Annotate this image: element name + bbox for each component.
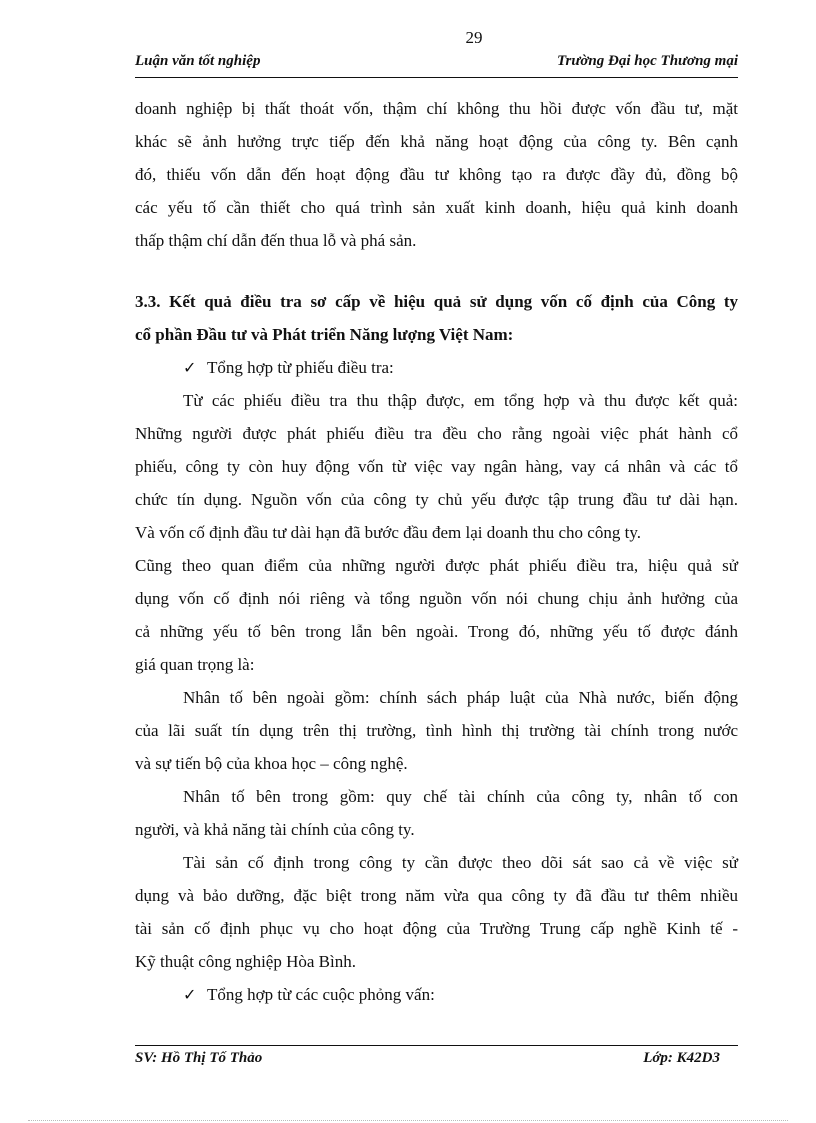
bullet-text: Tổng hợp từ phiếu điều tra:	[207, 358, 394, 377]
text-line: Nhân tố bên trong gồm: quy chế tài chính của công ty, nhân tố con	[183, 787, 738, 806]
text-line: Cũng theo quan điểm của những người được phát phiếu điều tra, hiệu quả sử	[135, 556, 738, 575]
text-line: của lãi suất tín dụng trên thị trường, tình hình thị trường tài chính trong nước	[135, 721, 738, 740]
footer-class-code: Lớp: K42D3	[643, 1050, 720, 1066]
paragraph-fixed-assets	[135, 846, 738, 978]
paragraph-survey-results	[135, 384, 738, 681]
section-heading	[135, 285, 738, 351]
text-line: tài sản cố định phục vụ cho hoạt động của Trường Trung cấp nghề Kinh tế -	[135, 919, 738, 938]
heading-line: cổ phần Đầu tư và Phát triển Năng lượng Việt Nam:	[135, 325, 514, 344]
text-line: Từ các phiếu điều tra thu thập được, em tổng hợp và thu được kết quả:	[183, 391, 738, 410]
check-icon: ✓	[183, 360, 197, 377]
header-university-label: Trường Đại học Thương mại	[556, 53, 738, 69]
check-icon: ✓	[183, 987, 197, 1004]
document-body	[135, 92, 738, 1011]
text-line: chức tín dụng. Nguồn vốn của công ty chủ yếu được tập trung đầu tư dài hạn.	[135, 490, 738, 509]
paragraph-external-factors	[135, 681, 738, 780]
paragraph-capital-loss	[135, 92, 738, 257]
text-line: Tài sản cố định trong công ty cần được theo dõi sát sao cả về việc sử	[183, 853, 738, 872]
text-line: người, và khả năng tài chính của công ty.	[135, 820, 415, 839]
text-line: và sự tiến bộ của khoa học – công nghệ.	[135, 754, 408, 773]
footer-student-name: SV: Hồ Thị Tố Thảo	[135, 1050, 263, 1066]
text-line: doanh nghiệp bị thất thoát vốn, thậm chí không thu hồi được vốn đầu tư, mặt	[135, 99, 738, 118]
bullet-interview-summary	[135, 978, 738, 1011]
text-line: Những người được phát phiếu điều tra đều cho rằng ngoài việc phát hành cổ	[135, 424, 738, 443]
text-line: Nhân tố bên ngoài gồm: chính sách pháp luật của Nhà nước, biến động	[183, 688, 738, 707]
heading-line: 3.3. Kết quả điều tra sơ cấp về hiệu quả sử dụng vốn cố định của Công ty	[135, 292, 738, 311]
text-line: Kỹ thuật công nghiệp Hòa Bình.	[135, 952, 356, 971]
text-line: đó, thiếu vốn dẫn đến hoạt động đầu tư không tạo ra được đầy đủ, đồng bộ	[135, 165, 738, 184]
text-line: các yếu tố cần thiết cho quá trình sản xuất kinh doanh, hiệu quả kinh doanh	[135, 198, 738, 217]
bullet-text: Tổng hợp từ các cuộc phỏng vấn:	[207, 985, 435, 1004]
text-line: thấp thậm chí dẫn đến thua lỗ và phá sản.	[135, 231, 417, 250]
paragraph-internal-factors	[135, 780, 738, 846]
page-edge-divider	[28, 1120, 788, 1121]
text-line: Và vốn cố định đầu tư dài hạn đã bước đầu đem lại doanh thu cho công ty.	[135, 523, 641, 542]
text-line: khác sẽ ảnh hưởng trực tiếp đến khả năng hoạt động của công ty. Bên cạnh	[135, 132, 738, 151]
page-footer	[135, 1045, 738, 1070]
bullet-survey-summary	[135, 351, 738, 384]
page-number: 29	[465, 28, 483, 47]
text-line: cả những yếu tố bên trong lẫn bên ngoài. Trong đó, những yếu tố được đánh	[135, 622, 738, 641]
text-line: giá quan trọng là:	[135, 655, 255, 674]
text-line: dụng vốn cố định nói riêng và tổng nguồn vốn nói chung chịu ảnh hưởng của	[135, 589, 738, 608]
page-header	[135, 53, 738, 78]
text-line: phiếu, công ty còn huy động vốn từ việc vay ngân hàng, vay cá nhân và các tổ	[135, 457, 738, 476]
header-thesis-label: Luận văn tốt nghiệp	[135, 53, 261, 69]
text-line: dụng và bảo dưỡng, đặc biệt trong năm vừa qua công ty đã đầu tư thêm nhiều	[135, 886, 738, 905]
